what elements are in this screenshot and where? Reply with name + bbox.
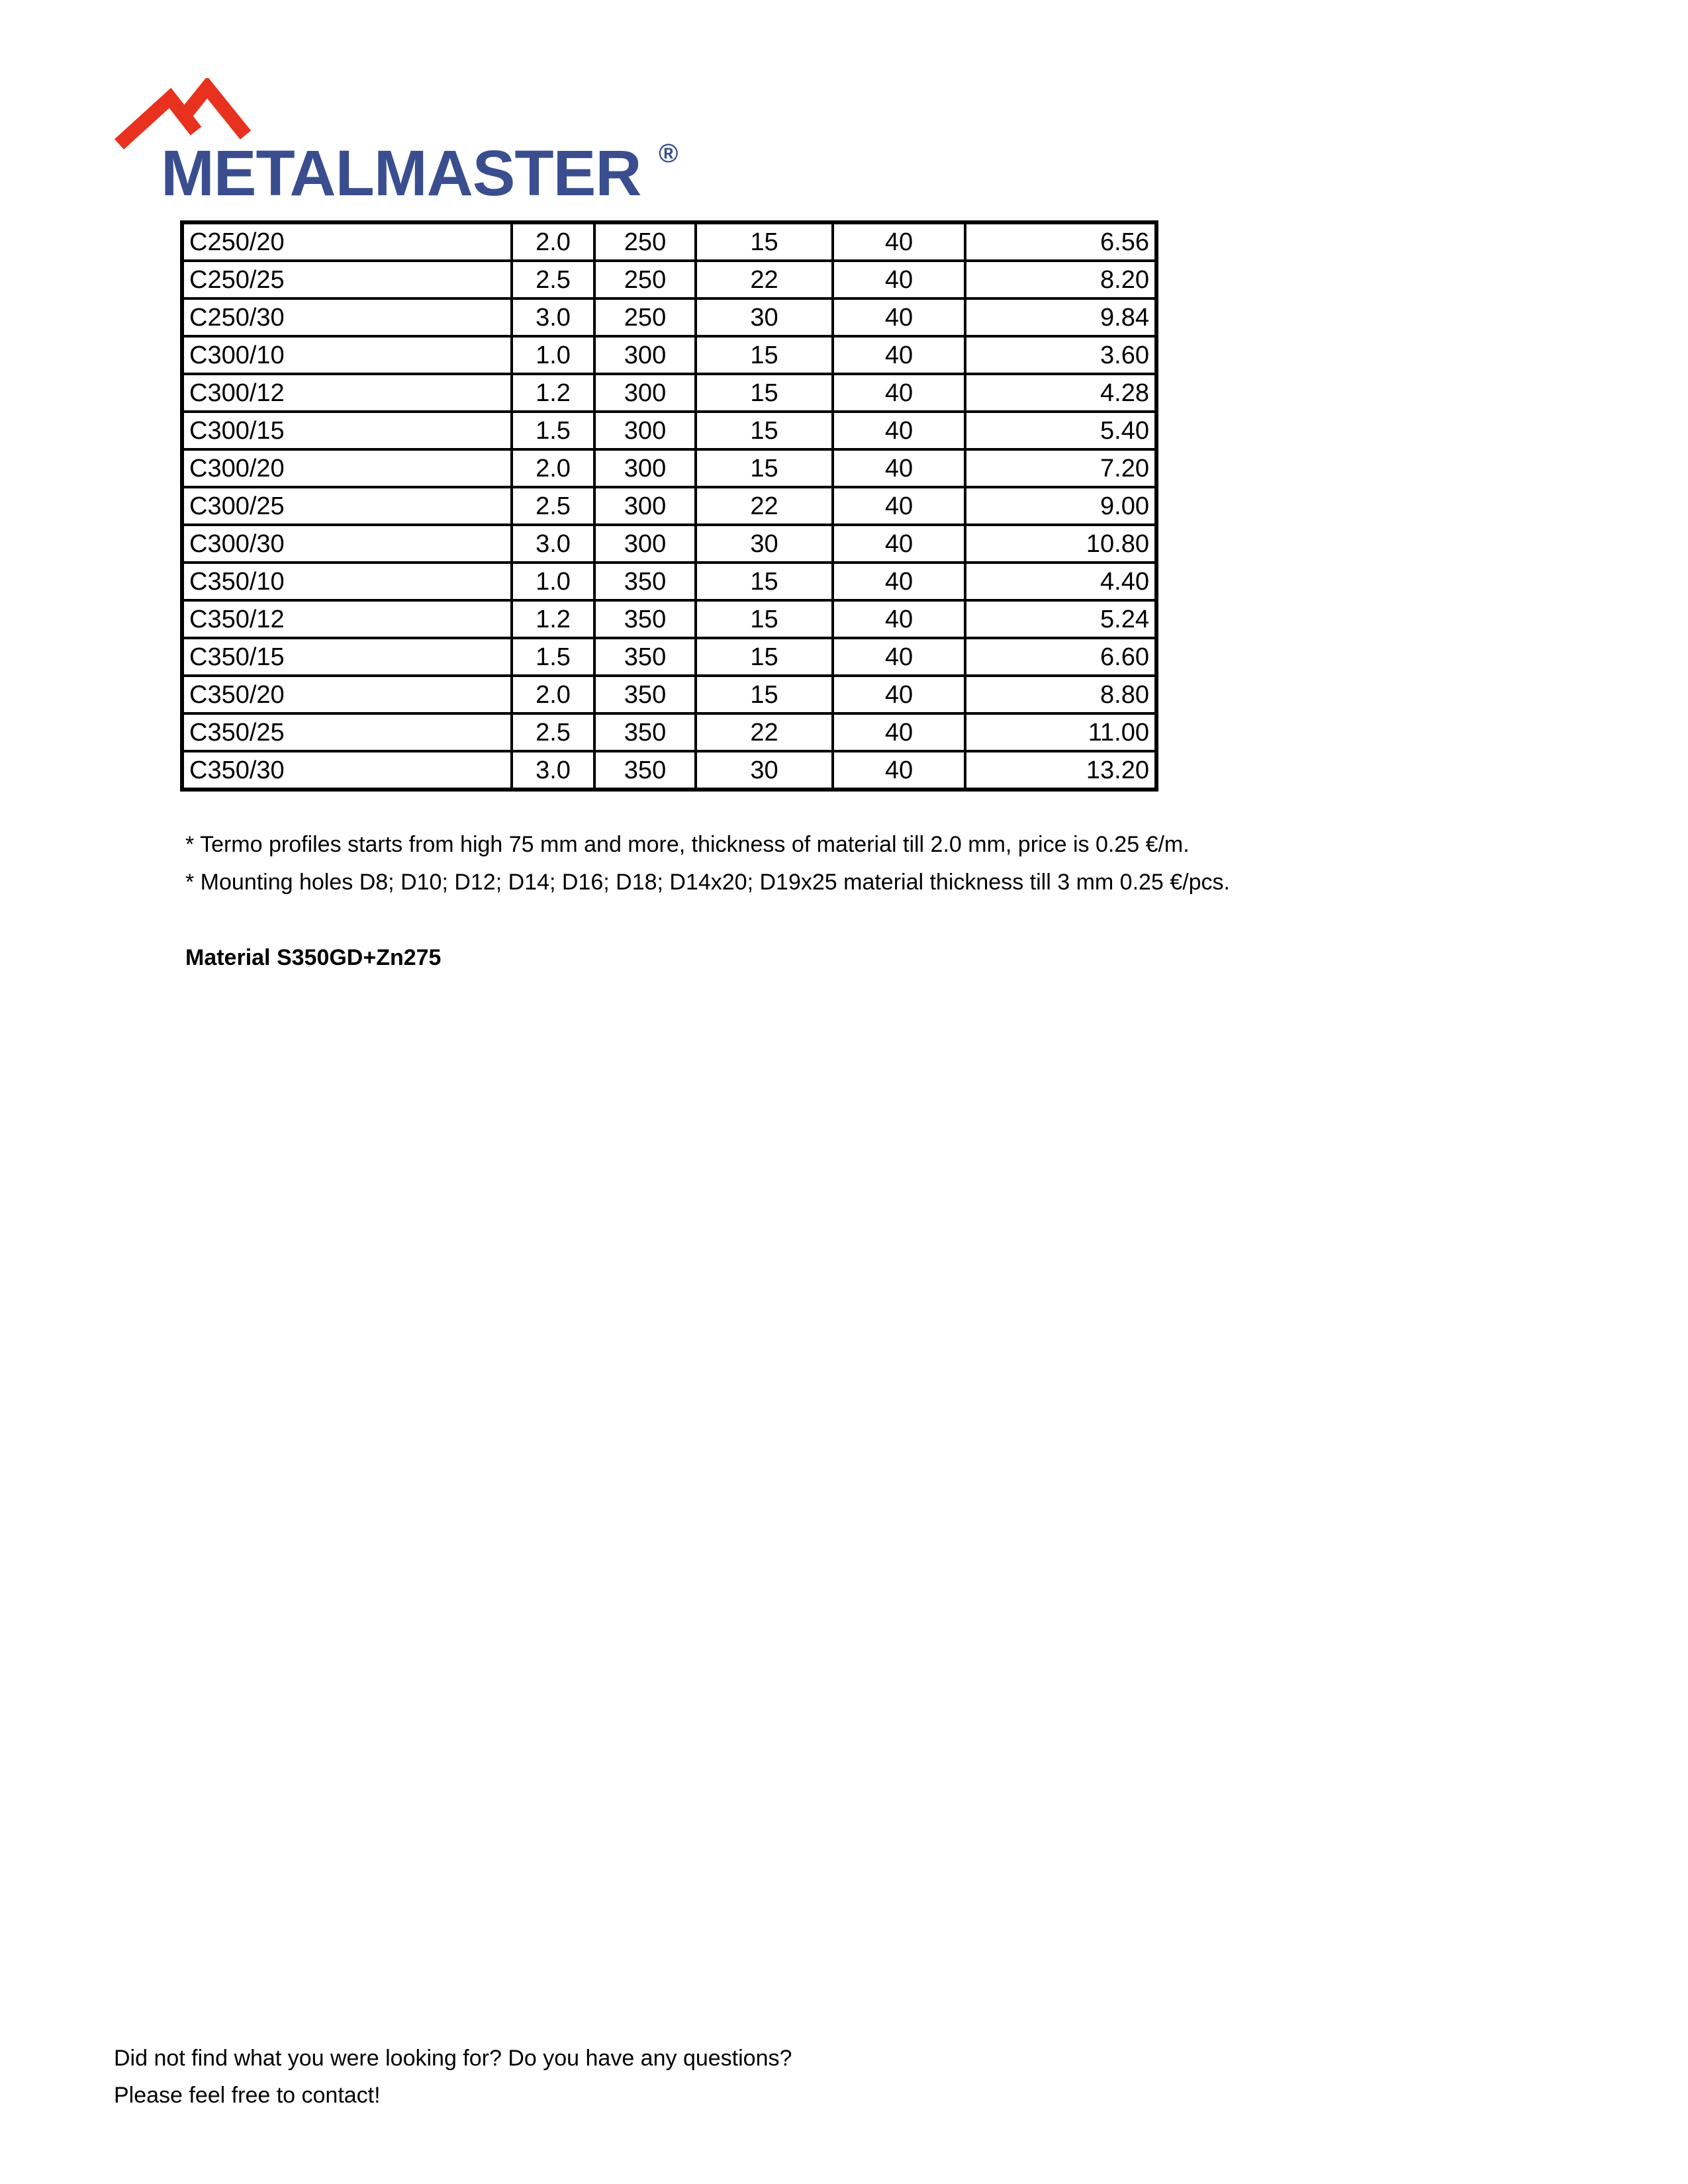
value-cell: 40 (833, 449, 965, 487)
profile-cell: C350/25 (182, 713, 512, 751)
thickness-cell: 3.0 (512, 751, 594, 790)
thickness-cell: 2.5 (512, 713, 594, 751)
height-cell: 250 (594, 261, 696, 298)
profile-cell: C350/15 (182, 638, 512, 676)
height-cell: 350 (594, 638, 696, 676)
height-cell: 350 (594, 713, 696, 751)
footnote-mounting-holes: * Mounting holes D8; D10; D12; D14; D16; D18; D14x20; D19x25 material thickness till 3 mm 0.25 €/pcs. (185, 870, 1230, 895)
profile-cell: C250/30 (182, 298, 512, 336)
profile-cell: C350/10 (182, 563, 512, 600)
value-cell: 15 (696, 222, 833, 261)
value-cell: 15 (696, 638, 833, 676)
value-cell: 40 (833, 261, 965, 298)
contact-footer (114, 2040, 792, 2114)
price-cell: 7.20 (965, 449, 1156, 487)
table-row (182, 298, 1156, 336)
price-cell: 9.00 (965, 487, 1156, 525)
thickness-cell: 1.5 (512, 412, 594, 449)
brand-wordmark: METALMASTER (161, 137, 641, 209)
value-cell: 40 (833, 487, 965, 525)
value-cell: 15 (696, 374, 833, 412)
value-cell: 15 (696, 412, 833, 449)
profile-cell: C350/12 (182, 600, 512, 638)
value-cell: 22 (696, 487, 833, 525)
thickness-cell: 1.0 (512, 336, 594, 374)
table-row (182, 713, 1156, 751)
value-cell: 40 (833, 374, 965, 412)
price-cell: 9.84 (965, 298, 1156, 336)
thickness-cell: 1.0 (512, 563, 594, 600)
thickness-cell: 2.0 (512, 449, 594, 487)
value-cell: 22 (696, 261, 833, 298)
value-cell: 15 (696, 600, 833, 638)
footnotes (185, 826, 1230, 901)
table-row (182, 336, 1156, 374)
price-cell: 6.56 (965, 222, 1156, 261)
height-cell: 350 (594, 600, 696, 638)
table-row (182, 487, 1156, 525)
value-cell: 30 (696, 751, 833, 790)
height-cell: 300 (594, 336, 696, 374)
value-cell: 40 (833, 713, 965, 751)
value-cell: 40 (833, 563, 965, 600)
thickness-cell: 1.2 (512, 600, 594, 638)
height-cell: 300 (594, 374, 696, 412)
price-cell: 4.40 (965, 563, 1156, 600)
price-cell: 11.00 (965, 713, 1156, 751)
footer-contact-line: Please feel free to contact! (114, 2083, 381, 2108)
material-note: Material S350GD+Zn275 (185, 945, 442, 970)
thickness-cell: 3.0 (512, 298, 594, 336)
profile-cell: C300/15 (182, 412, 512, 449)
value-cell: 40 (833, 412, 965, 449)
value-cell: 40 (833, 600, 965, 638)
thickness-cell: 3.0 (512, 525, 594, 563)
height-cell: 250 (594, 222, 696, 261)
value-cell: 40 (833, 676, 965, 713)
height-cell: 350 (594, 676, 696, 713)
table-row (182, 449, 1156, 487)
registered-trademark-icon: ® (659, 139, 679, 168)
metalmaster-logo (109, 78, 738, 210)
height-cell: 350 (594, 751, 696, 790)
footnote-termo-profiles: * Termo profiles starts from high 75 mm and more, thickness of material till 2.0 mm, price is 0.25 €/m. (185, 832, 1190, 857)
thickness-cell: 2.5 (512, 487, 594, 525)
price-cell: 13.20 (965, 751, 1156, 790)
profile-cell: C350/30 (182, 751, 512, 790)
value-cell: 30 (696, 298, 833, 336)
thickness-cell: 2.5 (512, 261, 594, 298)
price-table (180, 220, 1158, 792)
price-cell: 8.80 (965, 676, 1156, 713)
value-cell: 40 (833, 525, 965, 563)
price-cell: 6.60 (965, 638, 1156, 676)
value-cell: 15 (696, 336, 833, 374)
table-row (182, 676, 1156, 713)
height-cell: 300 (594, 487, 696, 525)
profile-cell: C300/30 (182, 525, 512, 563)
value-cell: 40 (833, 222, 965, 261)
profile-cell: C300/12 (182, 374, 512, 412)
table-row (182, 638, 1156, 676)
height-cell: 300 (594, 412, 696, 449)
value-cell: 40 (833, 336, 965, 374)
price-cell: 10.80 (965, 525, 1156, 563)
height-cell: 250 (594, 298, 696, 336)
value-cell: 15 (696, 563, 833, 600)
value-cell: 15 (696, 449, 833, 487)
table-row (182, 261, 1156, 298)
value-cell: 15 (696, 676, 833, 713)
profile-cell: C350/20 (182, 676, 512, 713)
profile-cell: C250/25 (182, 261, 512, 298)
value-cell: 30 (696, 525, 833, 563)
price-cell: 4.28 (965, 374, 1156, 412)
profile-cell: C300/10 (182, 336, 512, 374)
thickness-cell: 1.2 (512, 374, 594, 412)
height-cell: 300 (594, 449, 696, 487)
table-row (182, 412, 1156, 449)
price-table-body (182, 222, 1156, 790)
value-cell: 40 (833, 638, 965, 676)
table-row (182, 374, 1156, 412)
thickness-cell: 2.0 (512, 222, 594, 261)
price-cell: 5.40 (965, 412, 1156, 449)
price-cell: 8.20 (965, 261, 1156, 298)
profile-cell: C300/25 (182, 487, 512, 525)
table-row (182, 222, 1156, 261)
value-cell: 40 (833, 751, 965, 790)
table-row (182, 525, 1156, 563)
footer-question-line: Did not find what you were looking for? Do you have any questions? (114, 2046, 792, 2071)
profile-cell: C250/20 (182, 222, 512, 261)
value-cell: 40 (833, 298, 965, 336)
height-cell: 350 (594, 563, 696, 600)
table-row (182, 563, 1156, 600)
value-cell: 22 (696, 713, 833, 751)
price-cell: 5.24 (965, 600, 1156, 638)
table-row (182, 600, 1156, 638)
height-cell: 300 (594, 525, 696, 563)
thickness-cell: 2.0 (512, 676, 594, 713)
price-cell: 3.60 (965, 336, 1156, 374)
thickness-cell: 1.5 (512, 638, 594, 676)
table-row (182, 751, 1156, 790)
profile-cell: C300/20 (182, 449, 512, 487)
